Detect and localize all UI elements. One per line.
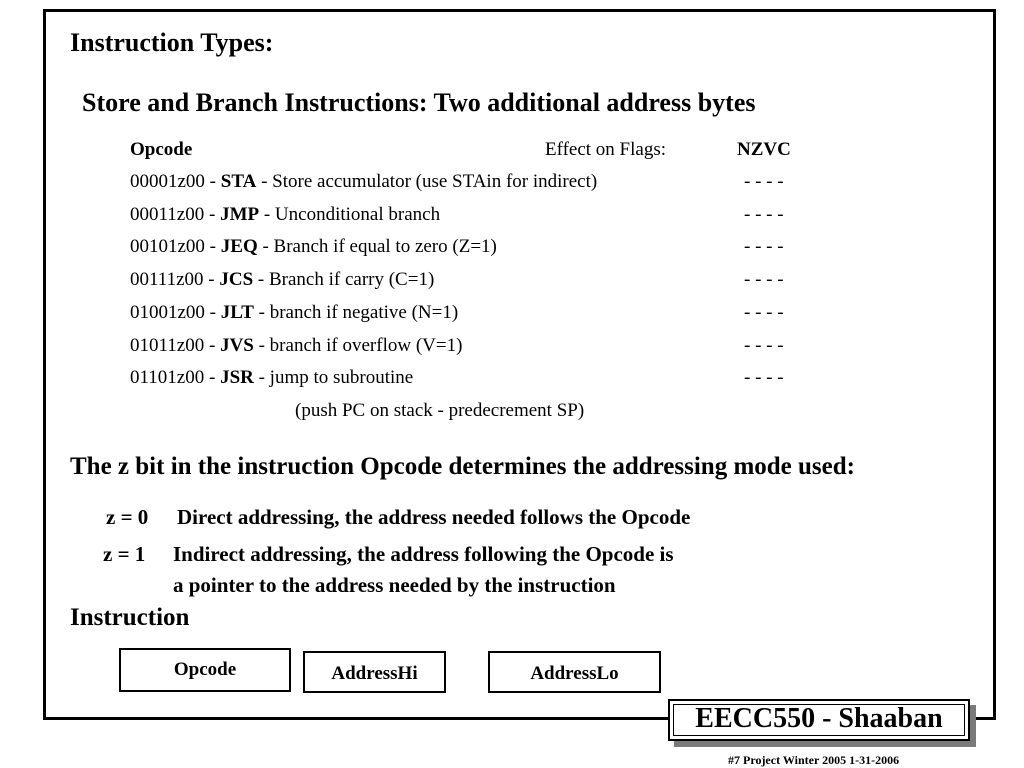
table-row: [130, 335, 462, 357]
table-row: [130, 204, 440, 226]
instruction-description: - branch if overflow (V=1): [253, 335, 463, 356]
opcode-bits: 00001z00 -: [130, 171, 221, 192]
mnemonic: JMP: [220, 204, 260, 225]
table-row: [130, 302, 458, 324]
instruction-description: - jump to subroutine: [253, 367, 414, 388]
opcode-field-box: [119, 648, 291, 692]
opcode-bits: 00101z00 -: [130, 236, 221, 257]
table-row: [130, 367, 413, 389]
field-label: Opcode: [173, 659, 237, 680]
instruction-description: - Unconditional branch: [259, 204, 441, 225]
z1-description-line1: Indirect addressing, the address following the Opcode is: [173, 542, 674, 566]
badge-text: EECC550 - Shaaban: [695, 703, 943, 734]
flags-effect: - - - -: [744, 171, 784, 192]
table-row: [130, 171, 597, 193]
flags-bits-header: NZVC: [737, 139, 791, 160]
z1-label: z = 1: [103, 542, 146, 566]
course-badge: [668, 699, 970, 741]
mnemonic: JVS: [220, 335, 254, 356]
z1-description-line2: a pointer to the address needed by the instruction: [173, 573, 616, 597]
instruction-description: - branch if negative (N=1): [253, 302, 459, 323]
badge-inner-border: [673, 704, 965, 736]
flags-effect: - - - -: [744, 302, 784, 323]
opcode-header: Opcode: [130, 139, 193, 160]
jsr-note: (push PC on stack - predecrement SP): [295, 400, 585, 421]
z0-description: Direct addressing, the address needed follows the Opcode: [177, 505, 691, 529]
flags-effect: - - - -: [744, 269, 784, 290]
opcode-bits: 01011z00 -: [130, 335, 221, 356]
zbit-heading: The z bit in the instruction Opcode determines the addressing mode used:: [70, 453, 855, 480]
address-hi-field-box: [303, 651, 446, 693]
flags-effect: - - - -: [744, 335, 784, 356]
slide-footer: #7 Project Winter 2005 1-31-2006: [728, 753, 900, 767]
address-lo-field-box: [488, 651, 661, 693]
table-row: [130, 236, 497, 258]
flags-header: Effect on Flags:: [545, 139, 667, 160]
instruction-description: - Branch if equal to zero (Z=1): [257, 236, 497, 257]
field-label: AddressHi: [331, 663, 418, 684]
mnemonic: JEQ: [220, 236, 258, 257]
field-label: AddressLo: [530, 663, 619, 684]
flags-effect: - - - -: [744, 204, 784, 225]
mnemonic: JSR: [220, 367, 254, 388]
mnemonic: STA: [220, 171, 257, 192]
opcode-bits: 01001z00 -: [130, 302, 221, 323]
mnemonic: JCS: [219, 269, 254, 290]
instruction-label: Instruction: [70, 604, 190, 631]
instruction-description: - Branch if carry (C=1): [253, 269, 435, 290]
flags-effect: - - - -: [744, 367, 784, 388]
instruction-description: - Store accumulator (use STAin for indirect): [256, 171, 598, 192]
opcode-bits: 01101z00 -: [130, 367, 221, 388]
slide-title: Instruction Types:: [70, 28, 274, 57]
slide-subtitle: Store and Branch Instructions: Two additional address bytes: [82, 88, 756, 117]
flags-effect: - - - -: [744, 236, 784, 257]
opcode-bits: 00011z00 -: [130, 204, 221, 225]
mnemonic: JLT: [220, 302, 254, 323]
table-row: [130, 269, 434, 291]
z0-label: z = 0: [106, 505, 149, 529]
opcode-bits: 00111z00 -: [130, 269, 220, 290]
